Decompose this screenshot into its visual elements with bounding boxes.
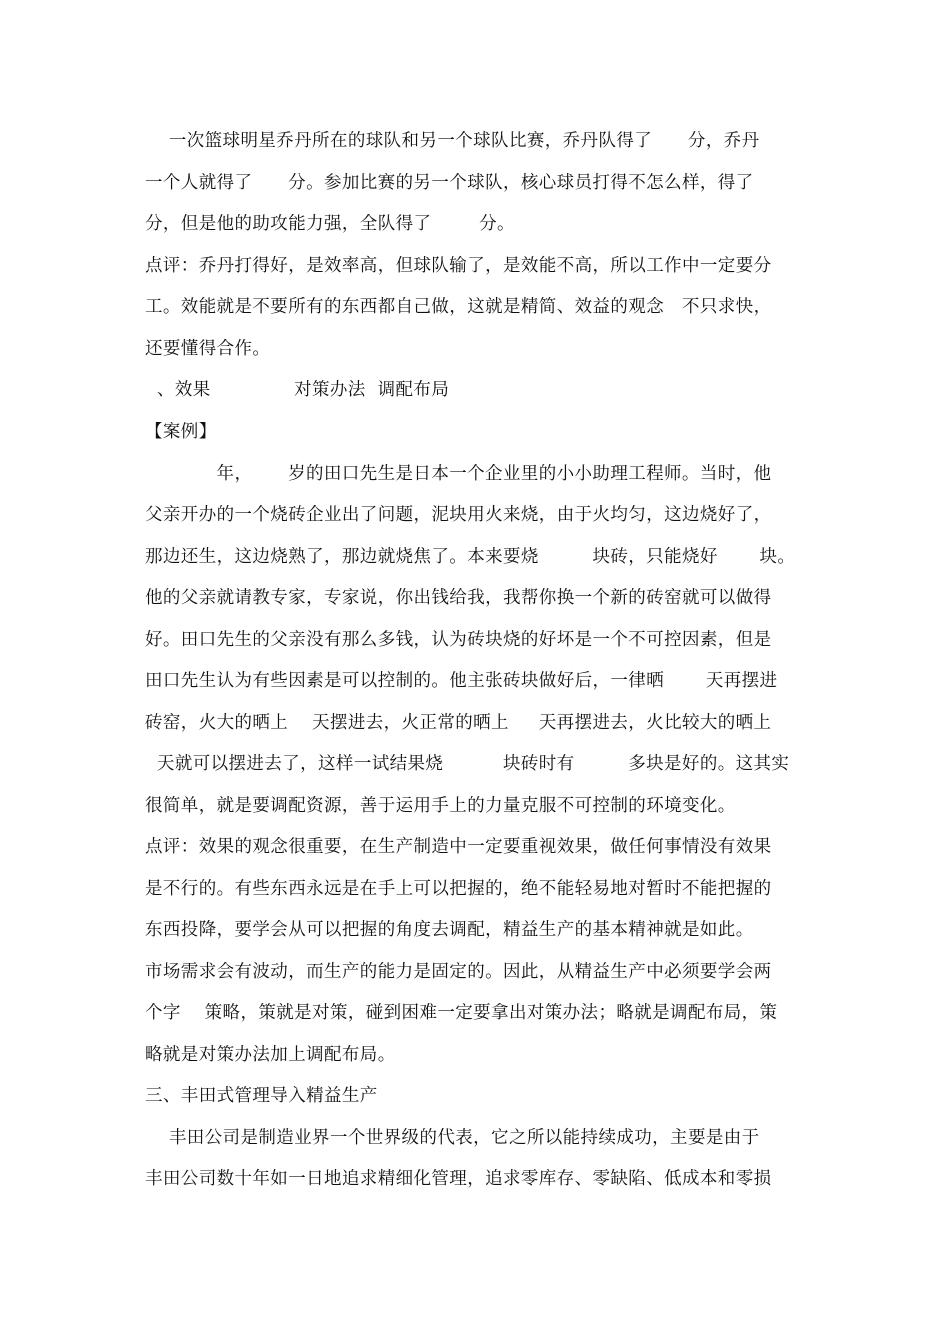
paragraph-line: 好。田口先生的父亲没有那么多钱，认为砖块烧的好坏是一个不可控因素，但是 xyxy=(145,630,772,650)
paragraph-line: 丰田公司数十年如一日地追求精细化管理，追求零库存、零缺陷、低成本和零损 xyxy=(145,1169,772,1189)
comment-line: 工。效能就是不要所有的东西都自己做，这就是精简、效益的观念 不只求快， xyxy=(145,297,772,317)
paragraph-line: 砖窑，火大的晒上 天摆进去，火正常的晒上 天再摆进去，火比较大的晒上 xyxy=(145,713,772,733)
paragraph-line: 他的父亲就请教专家，专家说，你出钱给我，我帮你换一个新的砖窑就可以做得 xyxy=(145,588,772,608)
paragraph-line: 天就可以摆进去了，这样一试结果烧 块砖时有 多块是好的。这其实 xyxy=(145,754,790,774)
paragraph-line: 父亲开办的一个烧砖企业出了问题，泥块用火来烧，由于火均匀，这边烧好了， xyxy=(145,505,772,525)
comment-line: 是不行的。有些东西永远是在手上可以把握的，绝不能轻易地对暂时不能把握的 xyxy=(145,879,772,899)
paragraph-line: 年， 岁的田口先生是日本一个企业里的小小助理工程师。当时，他 xyxy=(145,464,772,484)
section-heading: 、效果 对策办法 调配布局 xyxy=(145,380,450,400)
paragraph-line: 分，但是他的助攻能力强，全队得了 分。 xyxy=(145,214,515,234)
paragraph-line: 一个人就得了 分。参加比赛的另一个球队，核心球员打得不怎么样，得了 xyxy=(145,173,754,193)
paragraph-line: 田口先生认为有些因素是可以控制的。他主张砖块做好后，一律晒 天再摆进 xyxy=(145,671,778,691)
paragraph-line: 丰田公司是制造业界一个世界级的代表，它之所以能持续成功，主要是由于 xyxy=(145,1128,760,1148)
paragraph-line: 那边还生，这边烧熟了，那边就烧焦了。本来要烧 块砖，只能烧好 块。 xyxy=(145,547,796,567)
comment-line: 点评：效果的观念很重要，在生产制造中一定要重视效果，做任何事情没有效果 xyxy=(145,837,772,857)
paragraph-line: 个字 策略，策就是对策，碰到困难一定要拿出对策办法；略就是调配布局，策 xyxy=(145,1003,778,1023)
comment-line: 东西投降，要学会从可以把握的角度去调配，精益生产的基本精神就是如此。 xyxy=(145,920,754,940)
paragraph-line: 市场需求会有波动，而生产的能力是固定的。因此，从精益生产中必须要学会两 xyxy=(145,962,772,982)
case-heading: 【案例】 xyxy=(145,422,217,442)
comment-line: 点评：乔丹打得好，是效率高，但球队输了，是效能不高，所以工作中一定要分 xyxy=(145,256,772,276)
paragraph-line: 一次篮球明星乔丹所在的球队和另一个球队比赛，乔丹队得了 分，乔丹 xyxy=(145,131,760,151)
paragraph-line: 很简单，就是要调配资源，善于运用手上的力量克服不可控制的环境变化。 xyxy=(145,796,736,816)
section-heading: 三、丰田式管理导入精益生产 xyxy=(145,1086,378,1106)
paragraph-line: 略就是对策办法加上调配布局。 xyxy=(145,1045,396,1065)
comment-line: 还要懂得合作。 xyxy=(145,339,271,359)
